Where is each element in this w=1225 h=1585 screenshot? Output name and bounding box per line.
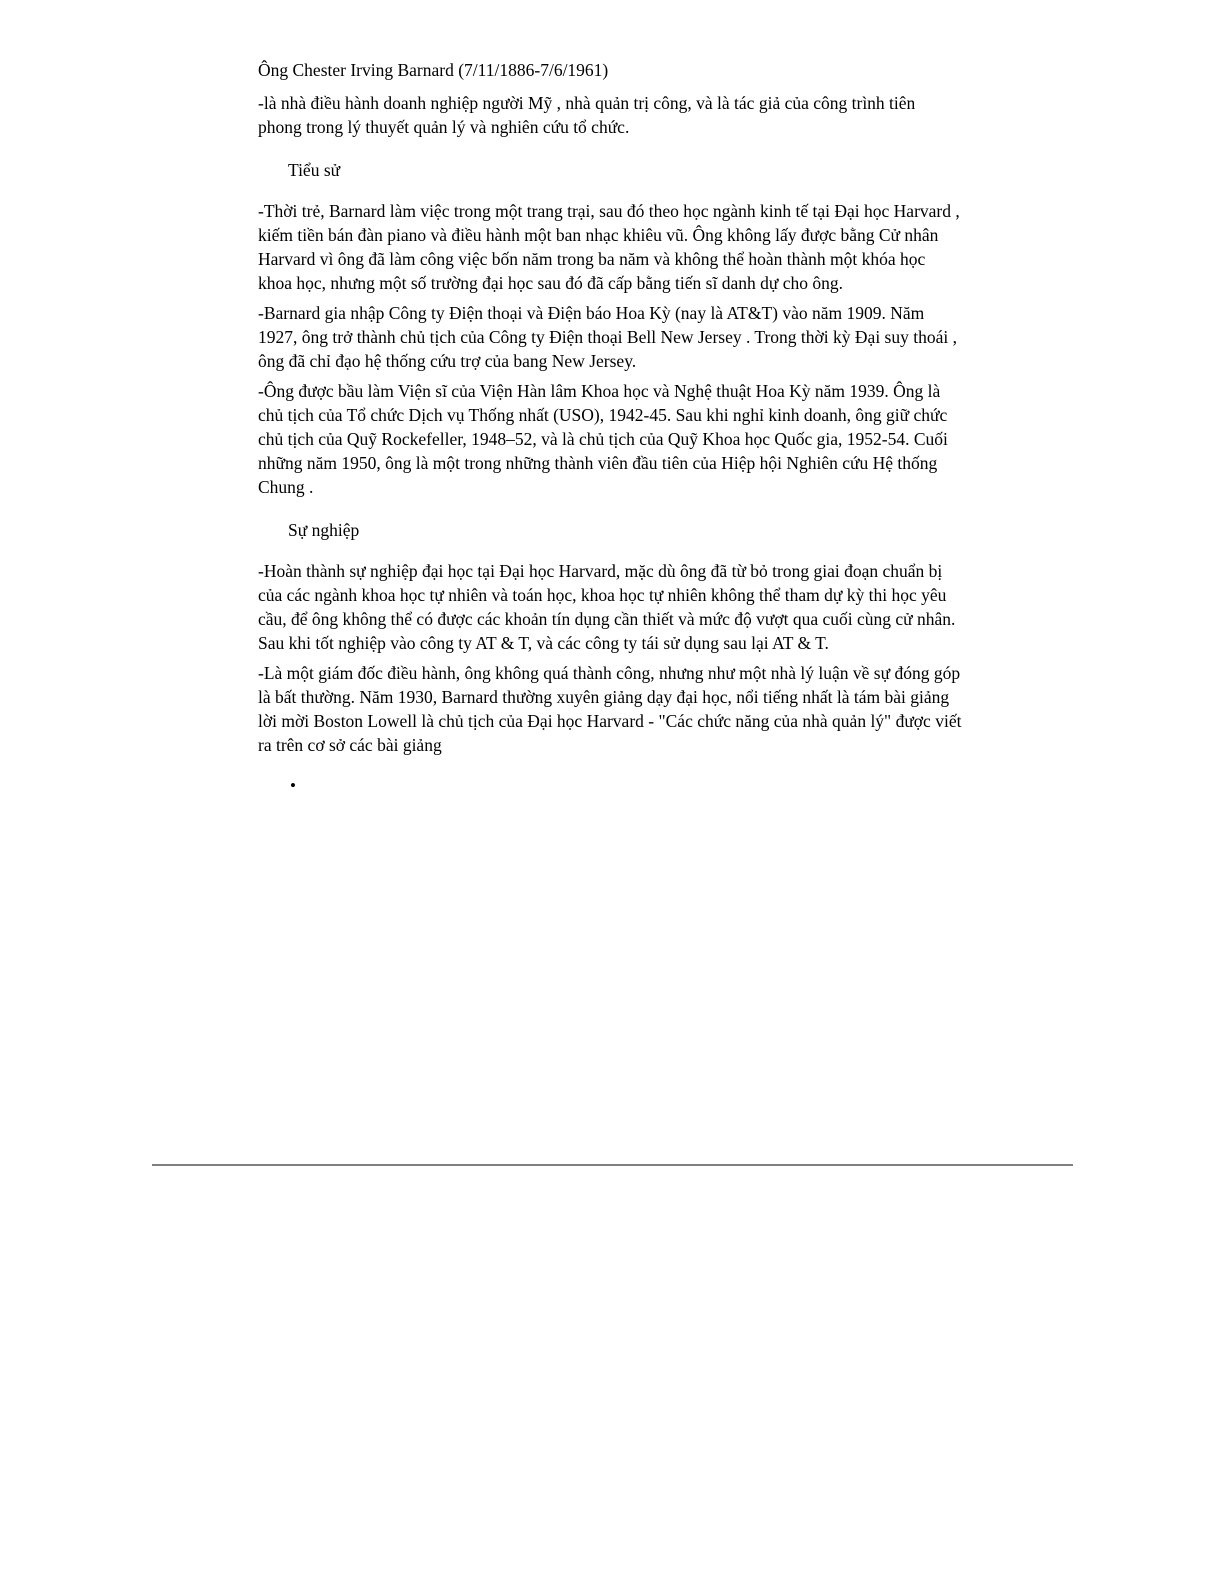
- career-paragraph-2: -Là một giám đốc điều hành, ông không quá thành công, nhưng như một nhà lý luận về sự đóng góp là bất thường. Năm 1930, Barnard thường xuyên giảng dạy đại học, nổi tiếng nhất là tám bài giảng lời mời Boston Lowell là chủ tịch của Đại học Harvard - "Các chức năng của nhà quản lý" được viết ra trên cơ sở các bài giảng: [258, 663, 962, 755]
- biography-paragraph-1: -Thời trẻ, Barnard làm việc trong một trang trại, sau đó theo học ngành kinh tế tại Đại học Harvard , kiếm tiền bán đàn piano và điều hành một ban nhạc khiêu vũ. Ông không lấy được bằng Cử nhân Harvard vì ông đã làm công việc bốn năm trong ba năm và không thể hoàn thành một khóa học khoa học, nhưng một số trường đại học sau đó đã cấp bằng tiến sĩ danh dự cho ông.: [258, 201, 960, 293]
- document-title: Ông Chester Irving Barnard (7/11/1886-7/6/1961): [258, 60, 609, 80]
- bullet-icon: •: [290, 776, 296, 795]
- intro-paragraph: -là nhà điều hành doanh nghiệp người Mỹ , nhà quản trị công, và là tác giả của công trình tiên phong trong lý thuyết quản lý và nghiên cứu tổ chức.: [258, 93, 916, 137]
- section-divider: [152, 1164, 1073, 1166]
- biography-paragraph-3: -Ông được bầu làm Viện sĩ của Viện Hàn lâm Khoa học và Nghệ thuật Hoa Kỳ năm 1939. Ông là chủ tịch của Tổ chức Dịch vụ Thống nhất (USO), 1942-45. Sau khi nghỉ kinh doanh, ông giữ chức chủ tịch của Quỹ Rockefeller, 1948–52, và là chủ tịch của Quỹ Khoa học Quốc gia, 1952-54. Cuối những năm 1950, ông là một trong những thành viên đầu tiên của Hiệp hội Nghiên cứu Hệ thống Chung .: [258, 381, 948, 497]
- biography-paragraph-2: -Barnard gia nhập Công ty Điện thoại và Điện báo Hoa Kỳ (nay là AT&T) vào năm 1909. Năm 1927, ông trở thành chủ tịch của Công ty Điện thoại Bell New Jersey . Trong thời kỳ Đại suy thoái , ông đã chỉ đạo hệ thống cứu trợ của bang New Jersey.: [258, 303, 957, 371]
- career-paragraph-1: -Hoàn thành sự nghiệp đại học tại Đại học Harvard, mặc dù ông đã từ bỏ trong giai đoạn chuẩn bị của các ngành khoa học tự nhiên và toán học, khoa học tự nhiên không thể tham dự kỳ thi học yêu cầu, để ông không thể có được các khoản tín dụng cần thiết và mức độ vượt qua cuối cùng cử nhân. Sau khi tốt nghiệp vào công ty AT & T, và các công ty tái sử dụng sau lại AT & T.: [258, 561, 956, 653]
- empty-bullet-item: [290, 773, 963, 798]
- section-heading-biography: Tiểu sử: [288, 160, 341, 180]
- section-heading-career: Sự nghiệp: [288, 520, 360, 540]
